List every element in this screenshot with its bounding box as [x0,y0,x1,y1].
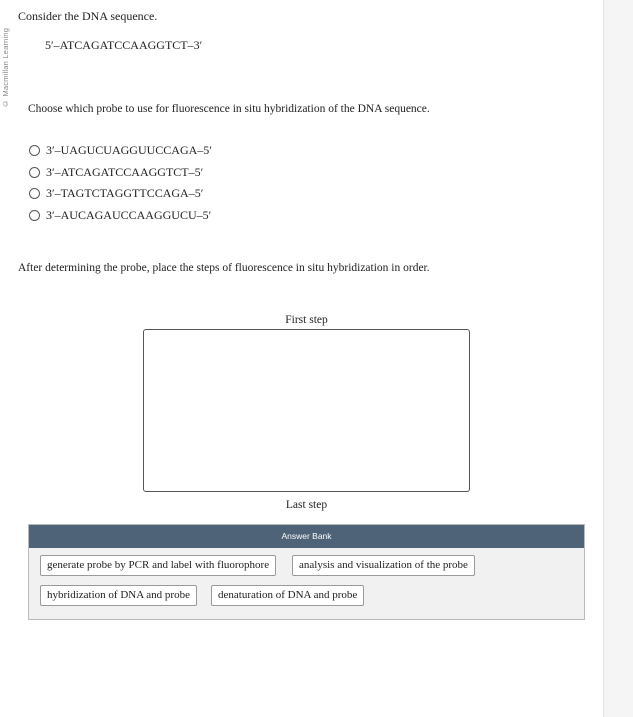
last-step-label: Last step [285,499,328,511]
probe-option-1[interactable] [29,140,212,162]
ordering-question: After determining the probe, place the steps of fluorescence in situ hybridization in order. [18,262,430,274]
first-step-label: First step [285,314,328,326]
probe-question: Choose which probe to use for fluorescence in situ hybridization of the DNA sequence. [28,103,430,115]
radio-button[interactable] [29,210,40,221]
probe-options [29,140,212,226]
answer-bank-title: Answer Bank [29,525,584,548]
option-label: 3′–ATCAGATCCAAGGTCT–5′ [46,164,204,179]
step-drop-zone[interactable] [143,329,470,492]
dna-sequence: 5′–ATCAGATCCAAGGTCT–3′ [45,38,203,52]
answer-bank [28,524,585,620]
radio-button[interactable] [29,188,40,199]
radio-button[interactable] [29,167,40,178]
answer-chip-analysis[interactable]: analysis and visualization of the probe [292,555,475,576]
question-intro: Consider the DNA sequence. [18,9,158,23]
probe-option-3[interactable] [29,183,212,205]
probe-option-2[interactable] [29,162,212,184]
probe-option-4[interactable] [29,205,212,227]
answer-chip-denaturation[interactable]: denaturation of DNA and probe [211,585,364,606]
right-gutter [604,0,633,717]
radio-button[interactable] [29,145,40,156]
option-label: 3′–AUCAGAUCCAAGGUCU–5′ [46,207,212,222]
option-label: 3′–UAGUCUAGGUUCCAGA–5′ [46,143,212,158]
copyright-watermark: © Macmillan Learning [1,27,10,108]
answer-chip-hybridization[interactable]: hybridization of DNA and probe [40,585,197,606]
answer-chip-generate-probe[interactable]: generate probe by PCR and label with fluorophore [40,555,276,576]
option-label: 3′–TAGTCTAGGTTCCAGA–5′ [46,186,204,201]
